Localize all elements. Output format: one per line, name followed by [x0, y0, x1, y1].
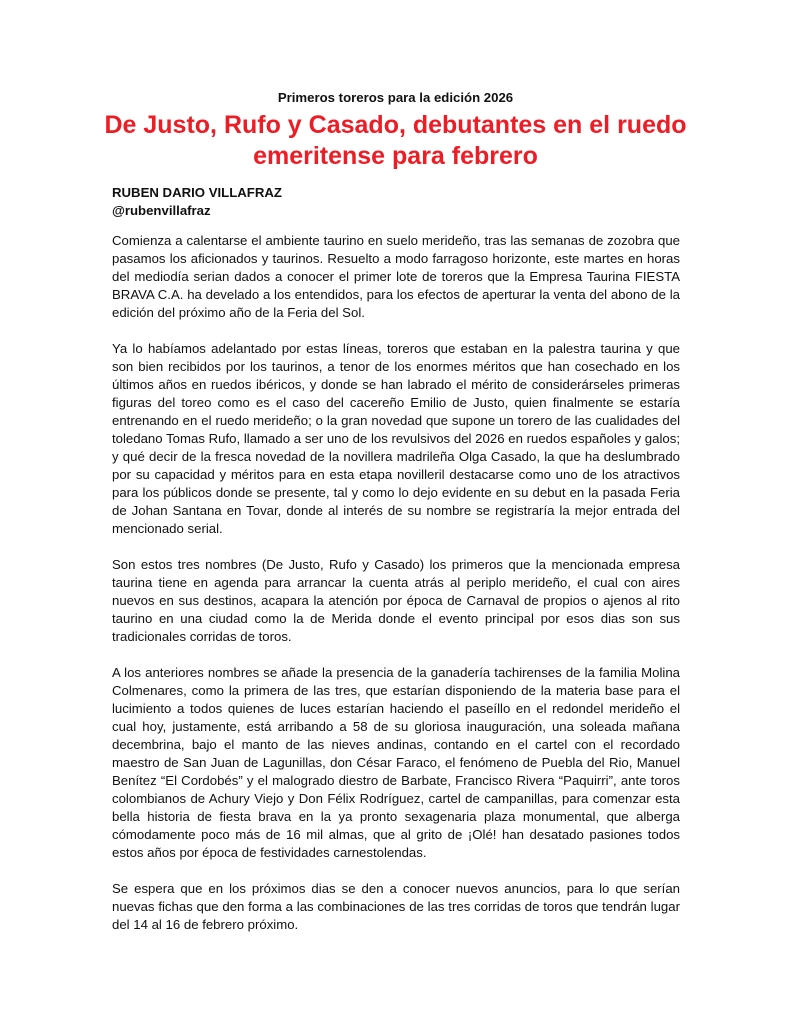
paragraph: Son estos tres nombres (De Justo, Rufo y Casado) los primeros que la mencionada empresa taurina tiene en agenda para arrancar la cuenta atrás al periplo merideño, el cual con aires nuevos en sus destinos, acapara la atención por época de Carnaval de propios o ajenos al rito taurino en una ciudad como la de Merida donde el evento principal por esos dias son sus tradicionales corridas de toros.	[112, 557, 680, 644]
paragraph: Ya lo habíamos adelantado por estas líneas, toreros que estaban en la palestra taurina y que son bien recibidos por los taurinos, a tenor de los enormes méritos que han cosechado en los últimos años en ruedos ibéricos, y donde se han labrado el mérito de considerárseles primeras figuras del toreo como es el caso del cacereño Emilio de Justo, quien finalmente se estaría entrenando en el ruedo merideño; o la gran novedad que supone un torero de las cualidades del toledano Tomas Rufo, llamado a ser uno de los revulsivos del 2026 en ruedos españoles y galos; y qué decir de la fresca novedad de la novillera madrileña Olga Casado, la que ha deslumbrado por su capacidad y méritos para en esta etapa novilleril destacarse como uno de los atractivos para los públicos donde se presente, tal y como lo dejo evidente en su debut en la pasada Feria de Johan Santana en Tovar, donde al interés de su nombre se registraría la mejor entrada del mencionado serial.	[112, 341, 680, 536]
byline	[112, 184, 282, 220]
article-kicker: Primeros toreros para la edición 2026	[277, 90, 514, 105]
article-body	[112, 232, 680, 952]
author-handle: @rubenvillafraz	[112, 203, 211, 218]
paragraph: A los anteriores nombres se añade la presencia de la ganadería tachirenses de la familia Molina Colmenares, como la primera de las tres, que estarían disponiendo de la materia base para el lucimiento a todos quienes de luces estarían haciendo el paseíllo en el redondel merideño el cual hoy, justamente, está arribando a 58 de su gloriosa inauguración, una soleada mañana decembrina, bajo el manto de las nieves andinas, contando en el cartel con el recordado maestro de San Juan de Lagunillas, don César Faraco, el fenómeno de Puebla del Rio, Manuel Benítez “El Cordobés” y el malogrado diestro de Barbate, Francisco Rivera “Paquirri”, ante toros colombianos de Achury Viejo y Don Félix Rodríguez, cartel de campanillas, para comenzar esta bella historia de fiesta brava en la ya pronto sexagenaria plaza monumental, que alberga cómodamente poco más de 16 mil almas, que al grito de ¡Olé! han desatado pasiones todos estos años por época de festividades carnestolendas.	[112, 665, 680, 860]
author-name: RUBEN DARIO VILLAFRAZ	[112, 185, 282, 200]
article-headline: De Justo, Rufo y Casado, debutantes en el ruedo emeritense para febrero	[104, 111, 687, 170]
paragraph: Se espera que en los próximos dias se den a conocer nuevos anuncios, para lo que serían nuevas fichas que den forma a las combinaciones de las tres corridas de toros que tendrán lugar del 14 al 16 de febrero próximo.	[112, 881, 680, 932]
paragraph: Comienza a calentarse el ambiente taurino en suelo merideño, tras las semanas de zozobra que pasamos los aficionados y taurinos. Resuelto a modo farragoso horizonte, este martes en horas del mediodía serian dados a conocer el primer lote de toreros que la Empresa Taurina FIESTA BRAVA C.A. ha develado a los entendidos, para los efectos de aperturar la venta del abono de la edición del próximo año de la Feria del Sol.	[112, 233, 680, 320]
